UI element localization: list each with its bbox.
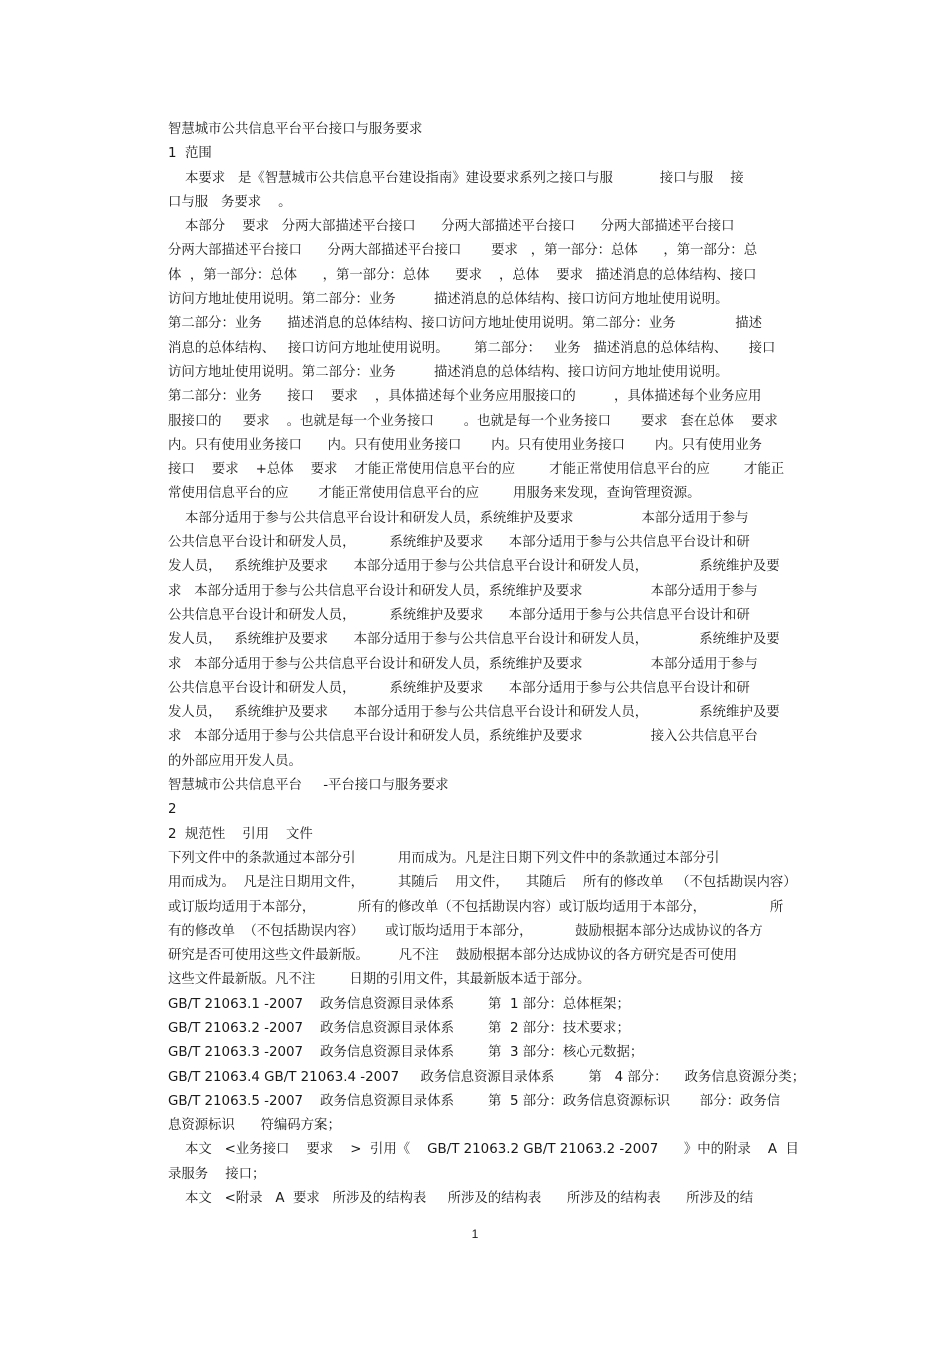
text-line: 访问方地址使用说明。第二部分：业务 描述消息的总体结构、接口访问方地址使用说明。 bbox=[168, 292, 729, 308]
text-line: GB/T 21063.5 -2007 政务信息资源目录体系 第 5 部分：政务信息资源标识 部分：政务信 bbox=[168, 1093, 781, 1109]
text-line: 录服务 接口； bbox=[168, 1166, 266, 1182]
text-line: 下列文件中的条款通过本部分引 用而成为。凡是注日期下列文件中的条款通过本部分引 bbox=[168, 850, 720, 866]
text-line: GB/T 21063.4 GB/T 21063.4 -2007 政务信息资源目录体系 第 4 部分： 政务信息资源分类； bbox=[168, 1069, 806, 1085]
text-line: 分两大部描述平台接口 分两大部描述平台接口 要求 ，第一部分：总体 ，第一部分：总 bbox=[168, 243, 758, 259]
text-line: 发人员， 系统维护及要求 本部分适用于参与公共信息平台设计和研发人员， 系统维护及要 bbox=[168, 632, 780, 648]
text-line: 1 范围 bbox=[168, 146, 212, 162]
text-line: GB/T 21063.1 -2007 政务信息资源目录体系 第 1 部分：总体框架； bbox=[168, 996, 630, 1012]
text-line: 公共信息平台设计和研发人员， 系统维护及要求 本部分适用于参与公共信息平台设计和研 bbox=[168, 535, 750, 551]
text-line: 访问方地址使用说明。第二部分：业务 描述消息的总体结构、接口访问方地址使用说明。 bbox=[168, 364, 729, 380]
text-line: 第二部分：业务 接口 要求 ，具体描述每个业务应用服接口的 ，具体描述每个业务应用 bbox=[168, 389, 762, 405]
document-body bbox=[168, 118, 822, 1211]
text-line: 的外部应用开发人员。 bbox=[168, 753, 302, 769]
text-line: 接口 要求 +总体 要求 才能正常使用信息平台的应 才能正常使用信息平台的应 才能正 bbox=[168, 462, 785, 478]
text-line: 息资源标识 符编码方案； bbox=[168, 1118, 341, 1134]
text-line: 内。只有使用业务接口 内。只有使用业务接口 内。只有使用业务接口 内。只有使用业务 bbox=[168, 437, 762, 453]
text-line: 研究是否可使用这些文件最新版。 凡不注 鼓励根据本部分达成协议的各方研究是否可使用 bbox=[168, 948, 738, 964]
text-line: 有的修改单 （不包括勘误内容） 或订版均适用于本部分， 鼓励根据本部分达成协议的各方 bbox=[168, 923, 763, 939]
text-line: 发人员， 系统维护及要求 本部分适用于参与公共信息平台设计和研发人员， 系统维护及要 bbox=[168, 559, 780, 575]
text-line: 本部分 要求 分两大部描述平台接口 分两大部描述平台接口 分两大部描述平台接口 bbox=[168, 219, 735, 235]
text-line: 消息的总体结构、 接口访问方地址使用说明。 第二部分： 业务 描述消息的总体结构、 接口 bbox=[168, 340, 776, 356]
text-line: 智慧城市公共信息平台平台接口与服务要求 bbox=[168, 122, 423, 137]
text-line: 本文 <业务接口 要求 > 引用《 GB/T 21063.2 GB/T 21063.2 -2007 》中的附录 A 目 bbox=[168, 1142, 799, 1158]
text-line: 服接口的 要求 。也就是每一个业务接口 。也就是每一个业务接口 要求 套在总体 要求 bbox=[168, 413, 778, 429]
text-line: 2 规范性 引用 文件 bbox=[168, 826, 313, 842]
text-line: 这些文件最新版。凡不注 日期的引用文件，其最新版本适于部分。 bbox=[168, 972, 591, 988]
text-line: GB/T 21063.3 -2007 政务信息资源目录体系 第 3 部分：核心元数据； bbox=[168, 1045, 644, 1061]
text-line: 求 本部分适用于参与公共信息平台设计和研发人员，系统维护及要求 本部分适用于参与 bbox=[168, 656, 758, 672]
text-line: 发人员， 系统维护及要求 本部分适用于参与公共信息平台设计和研发人员， 系统维护及要 bbox=[168, 705, 780, 721]
text-line: 用而成为。 凡是注日期用文件， 其随后 用文件， 其随后 所有的修改单 （不包括勘误内容） bbox=[168, 875, 797, 891]
text-line: 或订版均适用于本部分， 所有的修改单（不包括勘误内容）或订版均适用于本部分， 所 bbox=[168, 899, 784, 915]
text-line: 本文 <附录 A 要求 所涉及的结构表 所涉及的结构表 所涉及的结构表 所涉及的结 bbox=[168, 1191, 754, 1207]
page-number: 1 bbox=[471, 1227, 479, 1241]
text-line: 口与服 务要求 。 bbox=[168, 194, 292, 210]
text-line: 求 本部分适用于参与公共信息平台设计和研发人员，系统维护及要求 本部分适用于参与 bbox=[168, 583, 758, 599]
text-line: 本要求 是《智慧城市公共信息平台建设指南》建设要求系列之接口与服 接口与服 接 bbox=[168, 170, 744, 186]
text-line: 本部分适用于参与公共信息平台设计和研发人员，系统维护及要求 本部分适用于参与 bbox=[168, 510, 749, 526]
text-line: 公共信息平台设计和研发人员， 系统维护及要求 本部分适用于参与公共信息平台设计和研 bbox=[168, 607, 750, 623]
text-line: 求 本部分适用于参与公共信息平台设计和研发人员，系统维护及要求 接入公共信息平台 bbox=[168, 729, 758, 745]
text-line: 常使用信息平台的应 才能正常使用信息平台的应 用服务来发现，查询管理资源。 bbox=[168, 486, 701, 502]
text-line: 体 ，第一部分：总体 ，第一部分：总体 要求 ，总体 要求 描述消息的总体结构、接口 bbox=[168, 267, 757, 283]
text-line: 第二部分：业务 描述消息的总体结构、接口访问方地址使用说明。第二部分：业务 描述 bbox=[168, 316, 762, 332]
text-line: 公共信息平台设计和研发人员， 系统维护及要求 本部分适用于参与公共信息平台设计和研 bbox=[168, 680, 750, 696]
text-line: GB/T 21063.2 -2007 政务信息资源目录体系 第 2 部分：技术要求； bbox=[168, 1020, 630, 1036]
text-line: 智慧城市公共信息平台 -平台接口与服务要求 bbox=[168, 778, 449, 794]
text-line: 2 bbox=[168, 802, 177, 818]
